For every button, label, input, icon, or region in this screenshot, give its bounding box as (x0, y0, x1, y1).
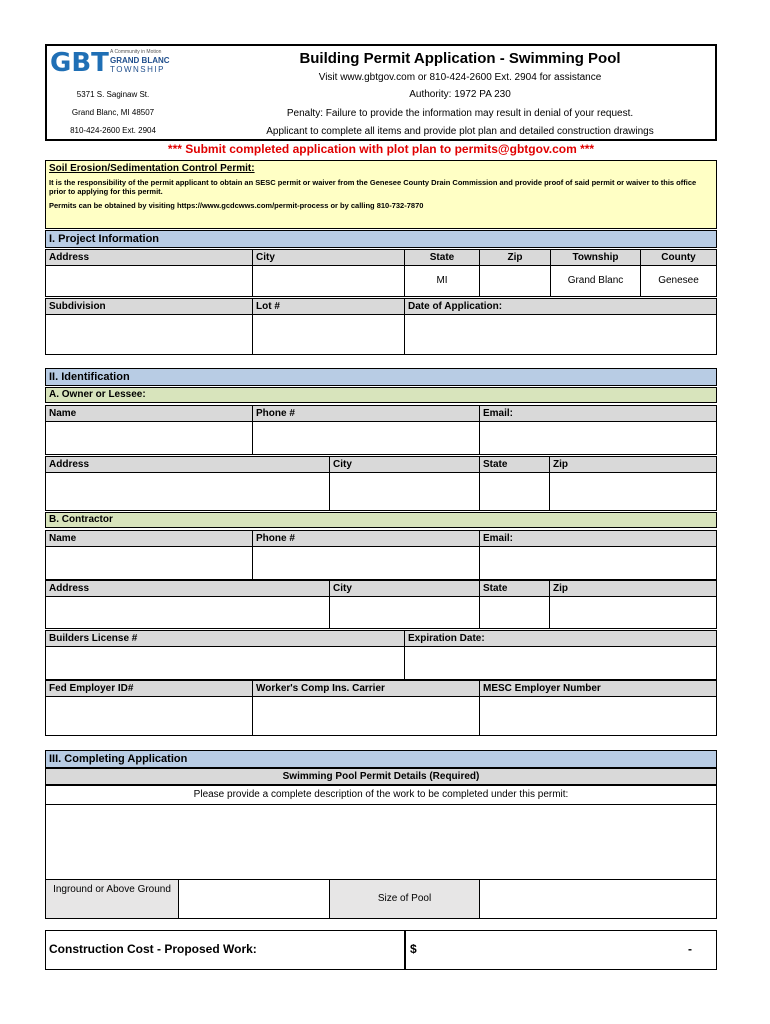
construction-cost-field[interactable] (420, 936, 712, 966)
label-project-city: City (252, 249, 405, 266)
work-description-field[interactable] (45, 804, 717, 880)
construction-cost-value: - (688, 942, 692, 956)
builders-license-field[interactable] (45, 646, 405, 680)
owner-city-field[interactable] (329, 472, 480, 511)
owner-zip-field[interactable] (549, 472, 717, 511)
label-owner-state: State (479, 456, 550, 473)
section-project-information: I. Project Information (45, 230, 717, 248)
label-expiration-date: Expiration Date: (404, 630, 717, 647)
label-pool-permit-details: Swimming Pool Permit Details (Required) (45, 768, 717, 785)
sesc-heading: Soil Erosion/Sedimentation Control Permit: (49, 163, 255, 174)
penalty-text: Penalty: Failure to provide the information may result in denial of your request. (286, 108, 634, 119)
label-owner-city: City (329, 456, 480, 473)
applicant-text: Applicant to complete all items and provide plot plan and detailed construction drawings (266, 126, 654, 137)
label-owner-phone: Phone # (252, 405, 480, 422)
logo-township: TOWNSHIP (110, 65, 165, 74)
section-identification: II. Identification (45, 368, 717, 386)
inground-above-ground-field[interactable] (178, 879, 330, 919)
label-owner-address: Address (45, 456, 330, 473)
label-owner-name: Name (45, 405, 253, 422)
label-project-township: Township (550, 249, 641, 266)
label-contractor-phone: Phone # (252, 530, 480, 547)
subsection-contractor: B. Contractor (45, 512, 717, 528)
section-completing-application: III. Completing Application (45, 750, 717, 768)
contractor-email-field[interactable] (479, 546, 717, 580)
label-project-zip: Zip (479, 249, 551, 266)
label-subdivision: Subdivision (45, 298, 253, 315)
page-title: Building Permit Application - Swimming Pool (299, 50, 621, 67)
subsection-owner: A. Owner or Lessee: (45, 387, 717, 403)
label-owner-email: Email: (479, 405, 717, 422)
contractor-name-field[interactable] (45, 546, 253, 580)
sesc-notice (45, 160, 717, 229)
owner-address-field[interactable] (45, 472, 330, 511)
project-township-field[interactable]: Grand Blanc (550, 265, 641, 297)
dollar-sign: $ (410, 942, 417, 956)
label-contractor-address: Address (45, 580, 330, 597)
size-of-pool-field[interactable] (479, 879, 717, 919)
address-line-3: 810-424-2600 Ext. 2904 (70, 126, 156, 135)
project-state-field[interactable]: MI (404, 265, 480, 297)
label-owner-zip: Zip (549, 456, 717, 473)
label-fed-employer-id: Fed Employer ID# (45, 680, 253, 697)
label-project-address: Address (45, 249, 253, 266)
label-project-state: State (404, 249, 480, 266)
sesc-text-1: It is the responsibility of the permit applicant to obtain an SESC permit or waiver from the Genesee County Drain Commission and provide proof of said permit or waiver to this office prior to applying for this permit. (49, 178, 697, 196)
owner-state-field[interactable] (479, 472, 550, 511)
lot-field[interactable] (252, 314, 405, 355)
label-project-county: County (640, 249, 717, 266)
authority-text: Authority: 1972 PA 230 (409, 89, 511, 100)
address-line-2: Grand Blanc, MI 48507 (71, 108, 155, 117)
subdivision-field[interactable] (45, 314, 253, 355)
construction-cost-divider (404, 930, 406, 970)
label-contractor-email: Email: (479, 530, 717, 547)
township-logo (48, 48, 208, 88)
contractor-state-field[interactable] (479, 596, 550, 629)
label-workers-comp: Worker's Comp Ins. Carrier (252, 680, 480, 697)
contractor-zip-field[interactable] (549, 596, 717, 629)
contractor-address-field[interactable] (45, 596, 330, 629)
logo-grand-blanc: GRAND BLANC (110, 56, 170, 65)
submit-notice: *** Submit completed application with plot plan to permits@gbtgov.com *** (167, 142, 595, 156)
label-mesc-employer: MESC Employer Number (479, 680, 717, 697)
owner-email-field[interactable] (479, 421, 717, 455)
description-prompt: Please provide a complete description of the work to be completed under this permit: (45, 785, 717, 805)
label-builders-license: Builders License # (45, 630, 405, 647)
logo-tagline: A Community in Motion (110, 49, 162, 55)
address-line-1: 5371 S. Saginaw St. (76, 90, 150, 99)
owner-phone-field[interactable] (252, 421, 480, 455)
logo-gbt: GBT (50, 48, 109, 78)
expiration-date-field[interactable] (404, 646, 717, 680)
label-lot: Lot # (252, 298, 405, 315)
date-of-application-field[interactable] (404, 314, 717, 355)
label-contractor-name: Name (45, 530, 253, 547)
sesc-text-2: Permits can be obtained by visiting https://www.gcdcwws.com/permit-process or by calling 810-732-7870 (49, 201, 424, 210)
owner-name-field[interactable] (45, 421, 253, 455)
workers-comp-field[interactable] (252, 696, 480, 736)
label-contractor-zip: Zip (549, 580, 717, 597)
mesc-employer-field[interactable] (479, 696, 717, 736)
label-contractor-state: State (479, 580, 550, 597)
project-address-field[interactable] (45, 265, 253, 297)
project-city-field[interactable] (252, 265, 405, 297)
contractor-phone-field[interactable] (252, 546, 480, 580)
visit-text: Visit www.gbtgov.com or 810-424-2600 Ext. 2904 for assistance (318, 72, 602, 83)
fed-employer-id-field[interactable] (45, 696, 253, 736)
project-zip-field[interactable] (479, 265, 551, 297)
label-contractor-city: City (329, 580, 480, 597)
label-size-of-pool: Size of Pool (329, 879, 480, 919)
label-date-of-application: Date of Application: (404, 298, 717, 315)
project-county-field[interactable]: Genesee (640, 265, 717, 297)
label-inground-above-ground: Inground or Above Ground (45, 879, 179, 919)
label-construction-cost: Construction Cost - Proposed Work: (49, 942, 257, 956)
contractor-city-field[interactable] (329, 596, 480, 629)
